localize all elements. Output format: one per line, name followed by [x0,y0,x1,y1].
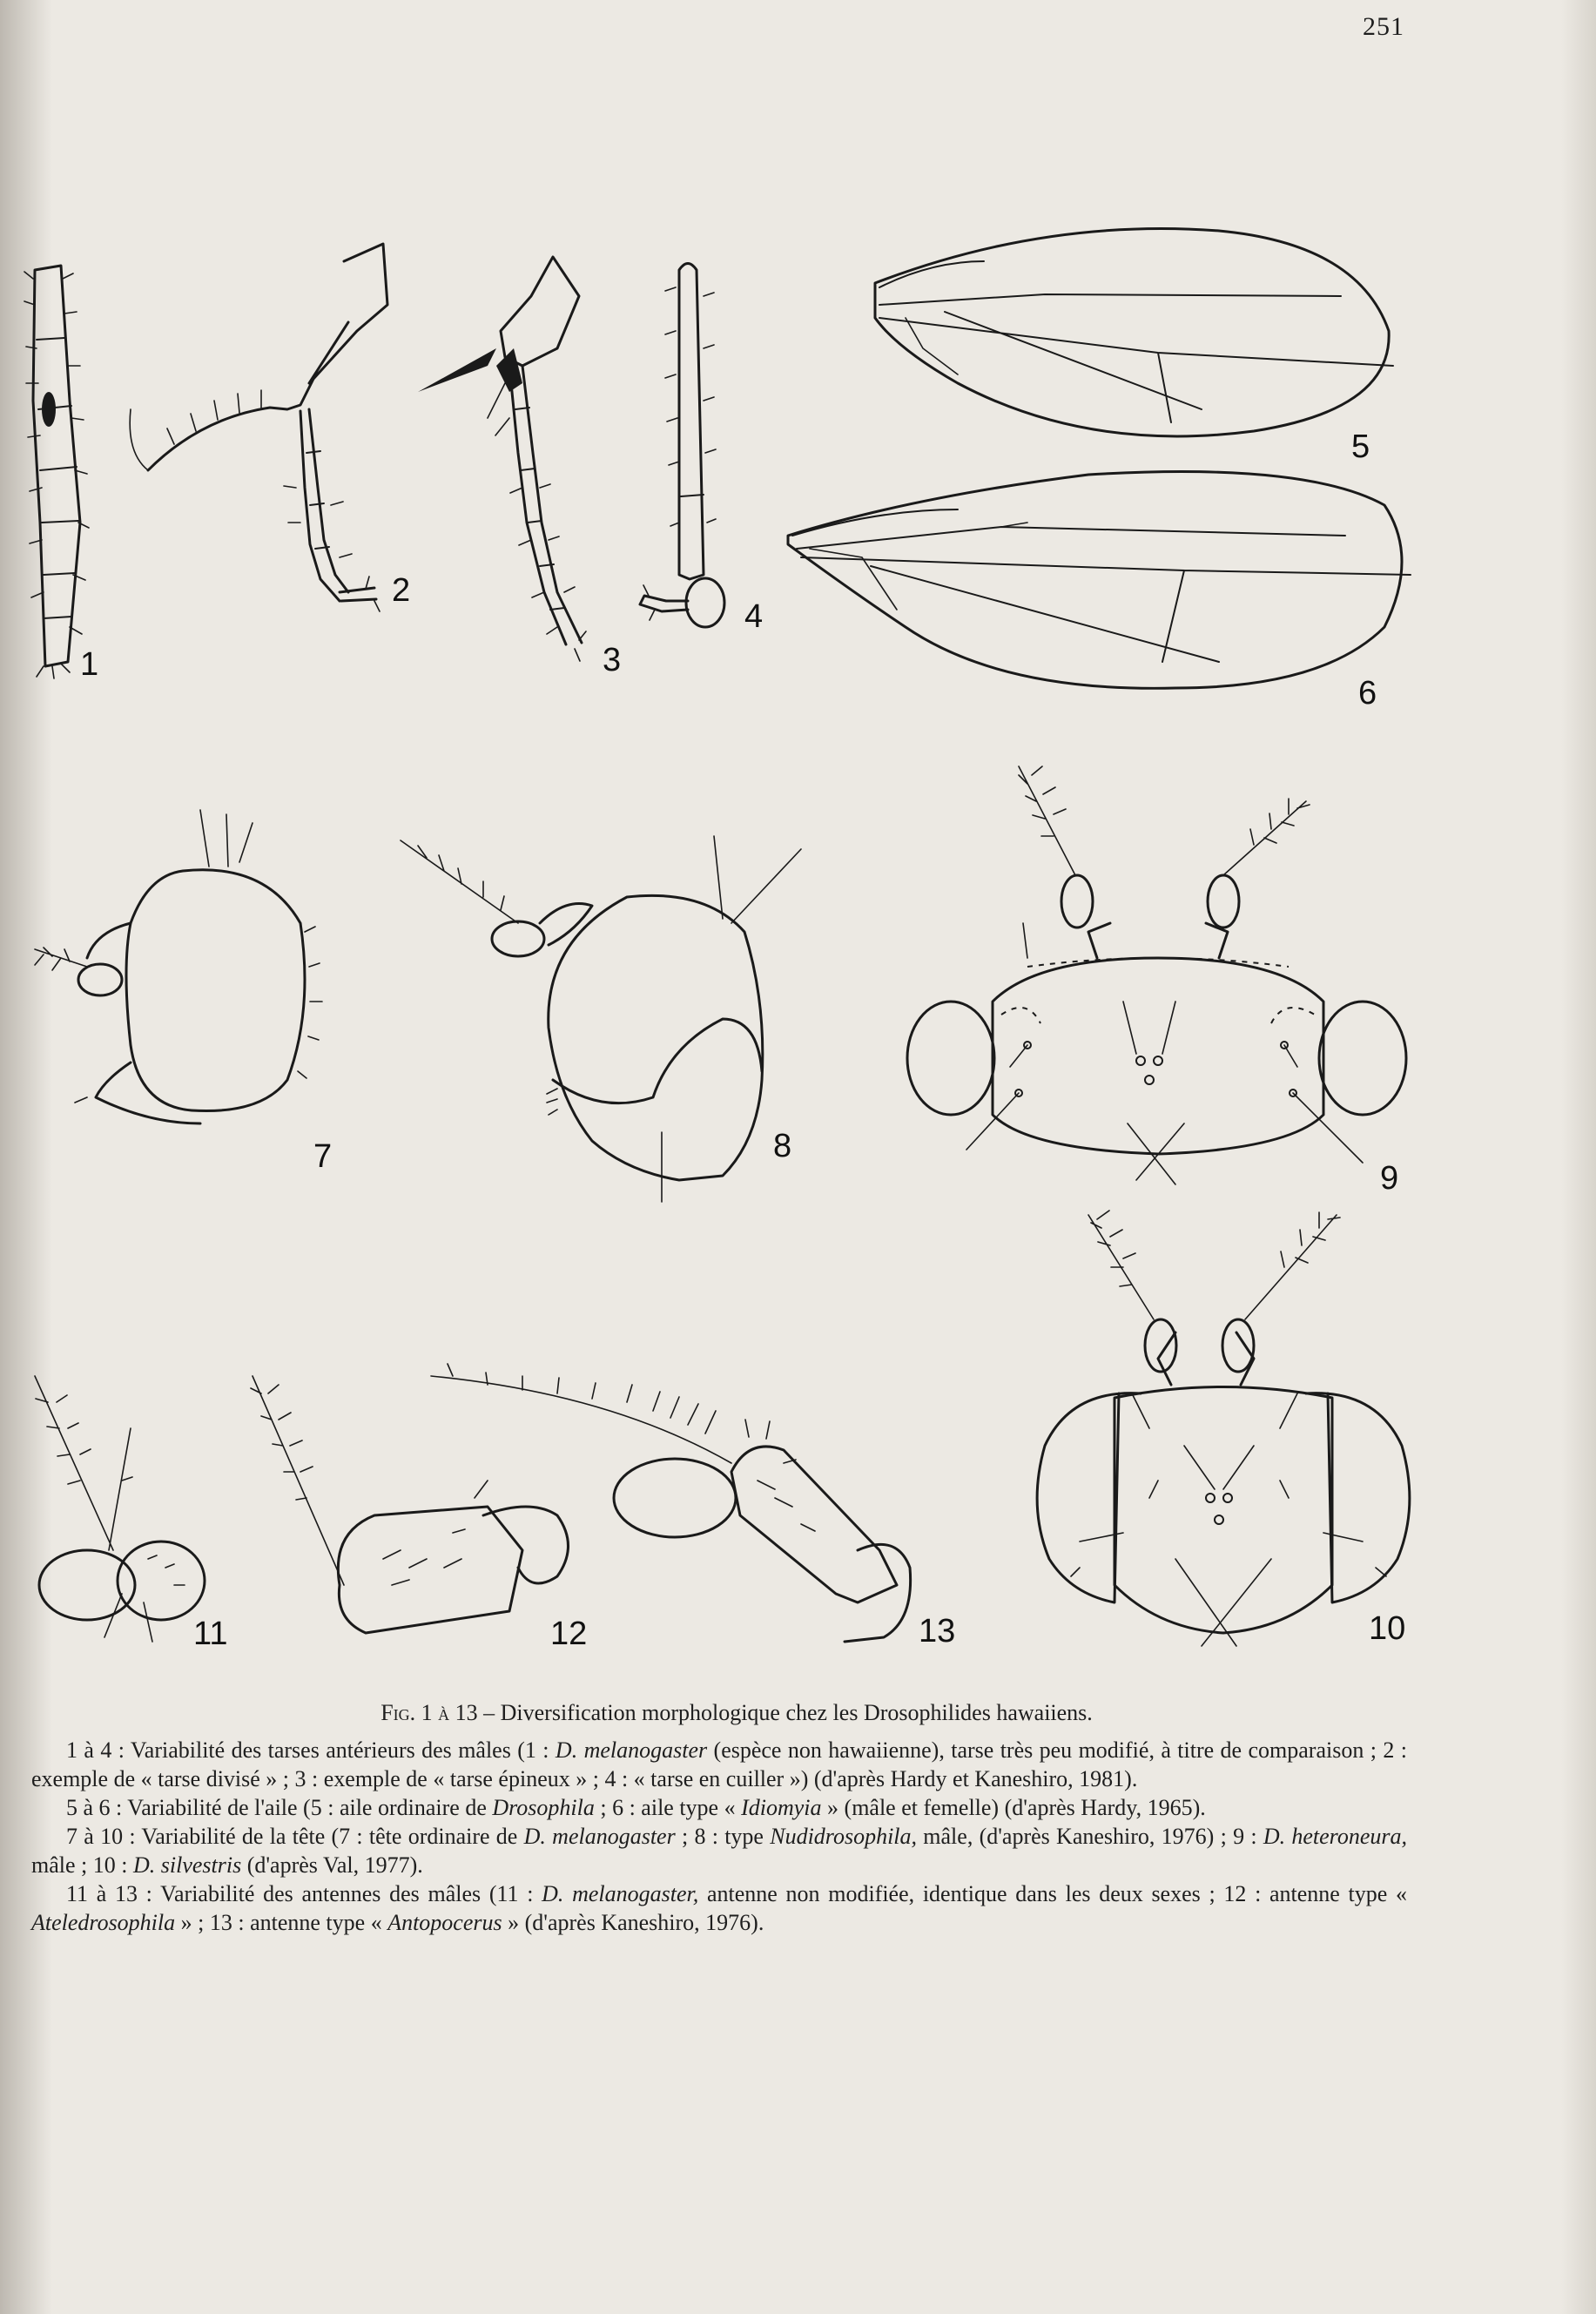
figure-label-6: 6 [1358,675,1377,712]
figure-9-drawing [907,766,1406,1184]
figure-label-9: 9 [1380,1160,1399,1197]
caption-text: » (d'après Kaneshiro, 1976). [502,1910,764,1935]
figure-label-3: 3 [603,642,622,678]
figure-3-drawing [418,257,586,661]
genus-name: Drosophila [492,1795,595,1820]
caption-text: ; 8 : type [675,1824,771,1849]
caption-text: » (mâle et femelle) (d'après Hardy, 1965). [821,1795,1206,1820]
figure-label-8: 8 [773,1128,792,1164]
caption-text: 7 à 10 : Variabilité de la tête (7 : tête ordinaire de [66,1824,524,1849]
caption-text: ; 6 : aile type « [594,1795,742,1820]
genus-name: Nudidrosophila, [770,1824,918,1849]
figure-label-10: 10 [1369,1610,1406,1647]
species-name: D. melanogaster [523,1824,676,1849]
figure-5-drawing [875,229,1393,436]
figure-label-4: 4 [744,598,764,635]
caption-fig-label: Fig. 1 à 13 [380,1700,478,1725]
figure-2-drawing [130,244,387,611]
figure-11-drawing [35,1376,205,1642]
figure-13-drawing [431,1364,911,1642]
caption-title-text: – Diversification morphologique chez les Drosophilides hawaiiens. [477,1700,1093,1725]
caption-text: 11 à 13 : Variabilité des antennes des mâles (11 : [66,1881,542,1906]
genus-name: Ateledrosophila [31,1910,176,1935]
figure-10-drawing [1037,1211,1410,1646]
figure-7-drawing [35,810,322,1123]
species-name: D. melanogaster [555,1737,708,1763]
figure-label-7: 7 [313,1138,333,1175]
figure-label-13: 13 [919,1613,956,1649]
page-number: 251 [1363,12,1404,41]
species-name: D. heteroneura, [1263,1824,1407,1849]
caption-text: 1 à 4 : Variabilité des tarses antérieurs des mâles (1 : [66,1737,556,1763]
genus-name: Idiomyia [741,1795,822,1820]
species-name: D. silvestris [132,1852,242,1878]
species-name: D. melanogaster, [542,1881,699,1906]
figure-6-drawing [788,472,1411,689]
caption-text: (espèce non hawaiienne), tarse très peu modifié, à titre de comparaison ; 2 : exemple de « tarse divisé » ; 3 : exemple de « tarse épineux » ; 4 : « tarse en cuiller ») (d'après Hardy et Kaneshiro, 1981). [31,1737,1407,1791]
genus-name: Antopocerus [387,1910,502,1935]
figure-label-5: 5 [1351,428,1370,465]
figure-label-12: 12 [550,1616,588,1652]
figure-caption [31,1698,1407,1937]
figure-label-11: 11 [193,1616,228,1652]
caption-paragraph-wings [31,1793,1407,1822]
figure-12-drawing [251,1376,569,1633]
figure-label-2: 2 [392,572,411,609]
caption-text: » ; 13 : antenne type « [175,1910,388,1935]
figure-1-drawing [24,266,89,678]
figure-8-drawing [401,836,801,1202]
caption-title [31,1698,1407,1727]
caption-paragraph-legs [31,1736,1407,1793]
caption-text: mâle, (d'après Kaneshiro, 1976) ; 9 : [917,1824,1263,1849]
caption-text: (d'après Val, 1977). [241,1852,423,1878]
figure-label-1: 1 [80,646,99,683]
caption-text: 5 à 6 : Variabilité de l'aile (5 : aile ordinaire de [66,1795,493,1820]
caption-text: mâle ; 10 : [31,1852,133,1878]
caption-text: antenne non modifiée, identique dans les deux sexes ; 12 : antenne type « [698,1881,1407,1906]
caption-paragraph-antennae [31,1879,1407,1937]
figure-4-drawing [640,264,724,628]
caption-paragraph-heads [31,1822,1407,1879]
